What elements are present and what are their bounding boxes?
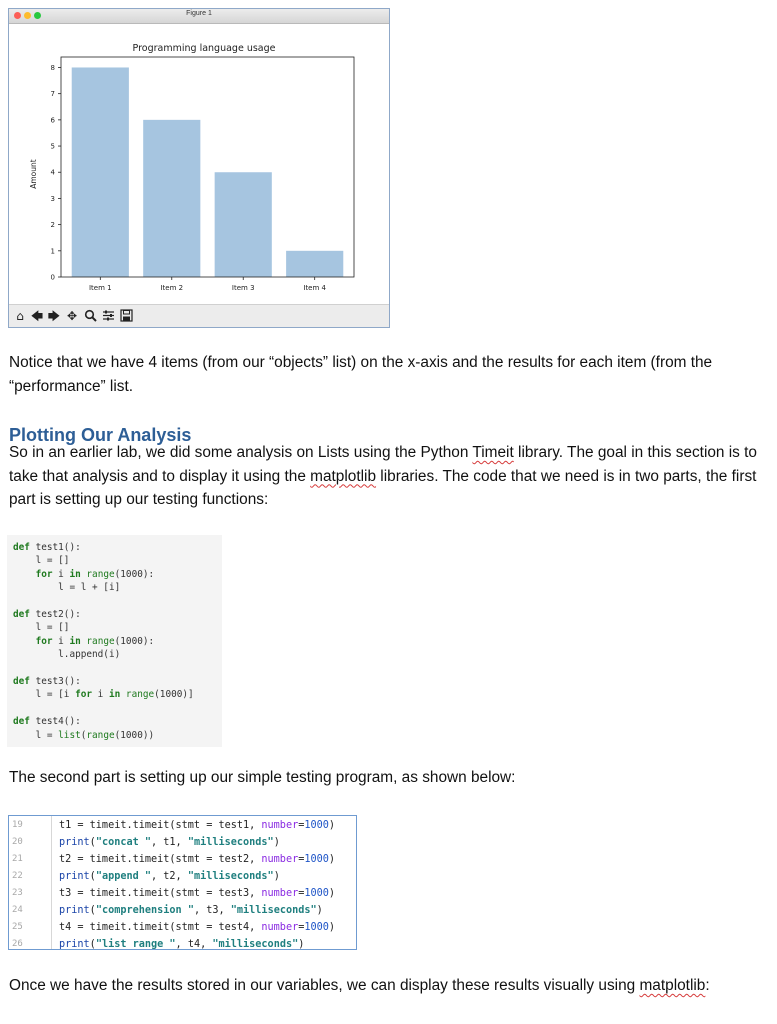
- bar-3: [215, 172, 272, 277]
- zoom-icon[interactable]: [83, 309, 97, 323]
- save-icon[interactable]: [119, 309, 133, 323]
- code-line: t1 = timeit.timeit(stmt = test1, number=1000): [59, 820, 336, 831]
- code-block-timing-program: [8, 815, 357, 950]
- line-number: 21: [12, 854, 23, 864]
- y-tick-label-7: 7: [50, 90, 55, 99]
- forward-arrow-icon[interactable]: 🡆: [47, 309, 61, 323]
- x-tick-label-1: Item 1: [88, 284, 112, 292]
- section-heading: Plotting Our Analysis: [9, 425, 192, 445]
- code-line: print("list range ", t4, "milliseconds"): [59, 939, 305, 950]
- code-line: l = [i for i in range(1000)]: [13, 689, 194, 701]
- code-line: def test3():: [13, 676, 81, 688]
- window-title: Figure 1: [186, 10, 212, 17]
- line-number: 22: [12, 871, 23, 881]
- y-axis-label: Amount: [29, 159, 38, 189]
- code-line: t4 = timeit.timeit(stmt = test4, number=1000): [59, 922, 336, 933]
- code-line: l.append(i): [13, 649, 121, 661]
- matplotlib-word-2: matplotlib: [639, 977, 706, 994]
- chart-title: Programming language usage: [132, 43, 276, 54]
- code-line: l = list(range(1000)): [13, 729, 155, 741]
- code-line: def test2():: [13, 609, 81, 621]
- para2-text-c: libraries. The code that we need is in two parts, the first part is setting up our testing functions:: [9, 467, 757, 508]
- paragraph-items-explanation: Notice that we have 4 items (from our “objects” list) on the x-axis and the results for each item (from the “performance” list.: [9, 354, 713, 395]
- code-line: def test1():: [13, 542, 81, 553]
- code-block-test-functions: [7, 535, 222, 747]
- figure-toolbar: [9, 304, 389, 327]
- code-line: [13, 662, 216, 675]
- configure-subplots-icon[interactable]: [101, 309, 115, 323]
- bar-2: [143, 120, 200, 277]
- bar-4: [286, 251, 343, 277]
- figure-window: [8, 8, 390, 328]
- x-tick-label-4: Item 4: [303, 284, 327, 292]
- code-line: t3 = timeit.timeit(stmt = test3, number=1000): [59, 888, 336, 899]
- line-number: 25: [12, 922, 23, 932]
- code-line: [13, 595, 216, 608]
- code-line: print("concat ", t1, "milliseconds"): [59, 837, 280, 848]
- code-line: l = l + [i]: [13, 582, 121, 594]
- code-line: for i in range(1000):: [35, 568, 155, 580]
- line-number: 24: [12, 905, 23, 915]
- code-line: def test4():: [13, 716, 81, 728]
- code-line: print("append ", t2, "milliseconds"): [59, 871, 280, 882]
- code-line: [13, 702, 216, 715]
- y-tick-label-0: 0: [50, 273, 55, 282]
- plot-area: [9, 24, 389, 306]
- window-titlebar: [9, 9, 389, 24]
- y-tick-label-8: 8: [50, 63, 55, 72]
- matplotlib-word: matplotlib: [310, 467, 377, 485]
- timeit-word: Timeit: [472, 444, 514, 461]
- y-tick-label-4: 4: [50, 168, 55, 177]
- y-tick-label-5: 5: [50, 142, 55, 151]
- code-line: print("comprehension ", t3, "milliseconds"): [59, 905, 323, 916]
- y-tick-label-3: 3: [50, 194, 55, 203]
- code-line: for i in range(1000):: [35, 635, 155, 647]
- paragraph-second-part: The second part is setting up our simple testing program, as shown below:: [9, 769, 516, 786]
- para2-text-b: library. The goal in this section is to take that analysis and to display it using the: [9, 444, 757, 485]
- x-tick-label-2: Item 2: [160, 284, 184, 292]
- line-number: 19: [12, 820, 23, 830]
- x-tick-label-3: Item 3: [231, 284, 255, 292]
- bar-1: [72, 67, 129, 277]
- line-number: 20: [12, 837, 23, 847]
- para4-text-b: :: [705, 977, 710, 994]
- code-line: l = []: [13, 555, 70, 567]
- y-tick-label-1: 1: [50, 247, 55, 256]
- home-icon[interactable]: ⌂: [16, 309, 24, 323]
- line-number: 26: [12, 939, 23, 949]
- para2-text-a: So in an earlier lab, we did some analysis on Lists using the Python: [9, 444, 473, 461]
- line-number: 23: [12, 888, 23, 898]
- bar-chart: [9, 24, 389, 306]
- paragraph-analysis-intro: [9, 441, 769, 512]
- code-line: l = []: [13, 622, 70, 634]
- code-line: t2 = timeit.timeit(stmt = test2, number=1000): [59, 854, 336, 865]
- back-arrow-icon[interactable]: 🡄: [30, 309, 44, 323]
- pan-icon[interactable]: ✥: [66, 309, 78, 323]
- y-tick-label-6: 6: [50, 116, 55, 125]
- y-tick-label-2: 2: [50, 221, 55, 230]
- para4-text-a: Once we have the results stored in our variables, we can display these results visually using: [9, 977, 640, 994]
- paragraph-display-results: [9, 974, 769, 998]
